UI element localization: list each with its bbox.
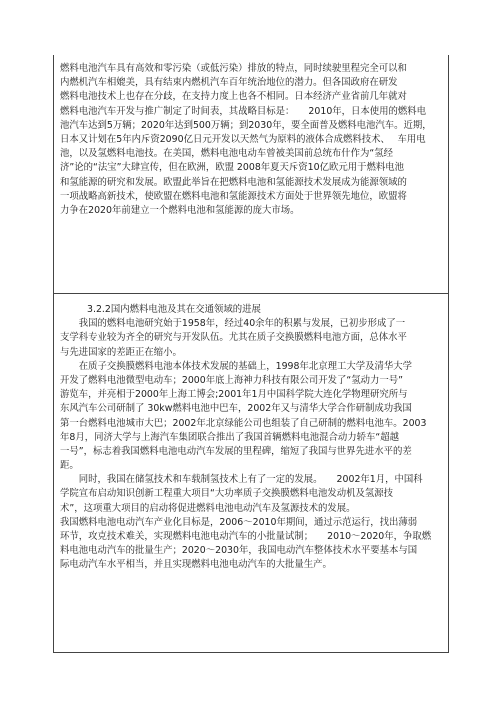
text-line: 力争在2020年前建立一个燃料电池和氢能源的庞大市场。	[60, 204, 300, 216]
text-line: 一项战略高新技术，使欧盟在燃料电池和氢能源技术方面处于世界领先地位，欧盟将	[60, 190, 407, 202]
text-line: 支学科专业较为齐全的研究与开发队伍。尤其在质子交换膜燃料电池方面，总体水平	[60, 332, 407, 344]
text-line: 内燃机汽车相媲美，具有结束内燃机汽车百年统治地位的潜力。但各国政府在研发	[60, 77, 398, 89]
text-line: 第一台燃料电池城市大巴；2002年北京绿能公司也组装了自己研制的燃料电池车。2003	[60, 417, 427, 429]
text-line: 年8月，同济大学与上海汽车集团联合推出了我国首辆燃料电池混合动力轿车“超越	[60, 431, 399, 443]
text-line: 济”论的“法宝”大肆宣传，但在欧洲，欧盟 2008年夏天斥资10亿欧元用于燃料电池	[60, 162, 404, 174]
section-heading: 3.2.2国内燃料电池及其在交通领域的进展	[87, 304, 261, 315]
text-line: 术”，这项重大项目的启动将促进燃料电池电动汽车及氢源技术的发展。	[60, 502, 356, 514]
text-line: 燃料电池汽车开发与推广制定了时间表，其战略目标是： 2010年，日本使用的燃料电	[60, 105, 427, 117]
text-line: 池，以及氢燃料电池技。在美国，燃料电池电动车曾被美国前总统布什作为“氢经	[60, 148, 393, 160]
text-line: 和氢能源的研究和发展。欧盟此举旨在把燃料电池和氢能源技术发展成为能源领域的	[60, 176, 407, 188]
text-line: 池汽车达到5万辆；2020年达到500万辆；到2030年，要全面普及燃料电池汽车。近期，	[60, 119, 432, 131]
text-line: 同时，我国在储氢技术和车载制氢技术上有了一定的发展。 2002年1月，中国科	[60, 474, 423, 486]
text-line: 燃料电池汽车具有高效和零污染（或低污染）排放的特点，同时续驶里程完全可以和	[60, 63, 407, 74]
text-line: 在质子交换膜燃料电池本体技术发展的基础上，1998年北京理工大学及清华大学	[60, 360, 412, 372]
text-line: 际电动汽车水平相当，并且实现燃料电池电动汽车的大批量生产。	[60, 559, 332, 571]
text-line: 学院宣布启动知识创新工程重大项目“大功率质子交换膜燃料电池发动机及氢源技	[60, 488, 393, 500]
text-line: 我国的燃料电池研究始于1958年，经过40余年的积累与发展，已初步形成了一	[60, 318, 406, 330]
text-line: 我国燃料电池电动汽车产业化目标是，2006～2010年期间，通过示范运行，找出薄弱	[60, 516, 418, 528]
text-line: 游览车，并亮相于2000年上海工博会;2001年1月中国科学院大连化学物理研究所与	[60, 389, 408, 401]
section-2-text	[60, 303, 446, 573]
text-line: 料电池电动汽车的批量生产；2020～2030年，我国电动汽车整体技术水平要基本与国	[60, 545, 418, 557]
text-line: 环节，攻克技术难关，实现燃料电池电动汽车的小批量试制； 2010～2020年，争取燃	[60, 531, 432, 542]
text-line: 日本又计划在5年内斥资2090亿日元开发以天然气为原料的液体合成燃料技术、 车用电	[60, 133, 426, 145]
text-line: 一号”，标志着我国燃料电池电动汽车发展的里程碑，缩短了我国与世界先进水平的差	[60, 445, 412, 457]
section-1-text	[60, 62, 446, 218]
text-line: 开发了燃料电池微型电动车；2000年底上海神力科技有限公司开发了“氢动力一号”	[60, 374, 403, 386]
text-line: 东风汽车公司研制了 30kw燃料电池中巴车，2002年又与清华大学合作研制成功我国	[60, 403, 412, 415]
section-divider	[53, 293, 449, 294]
text-line: 燃料电池技术上也存在分歧，在支持力度上也各不相同。日本经济产业省前几年就对	[60, 91, 407, 103]
text-line: 与先进国家的差距正在缩小。	[60, 346, 182, 358]
text-line: 距。	[60, 460, 79, 472]
